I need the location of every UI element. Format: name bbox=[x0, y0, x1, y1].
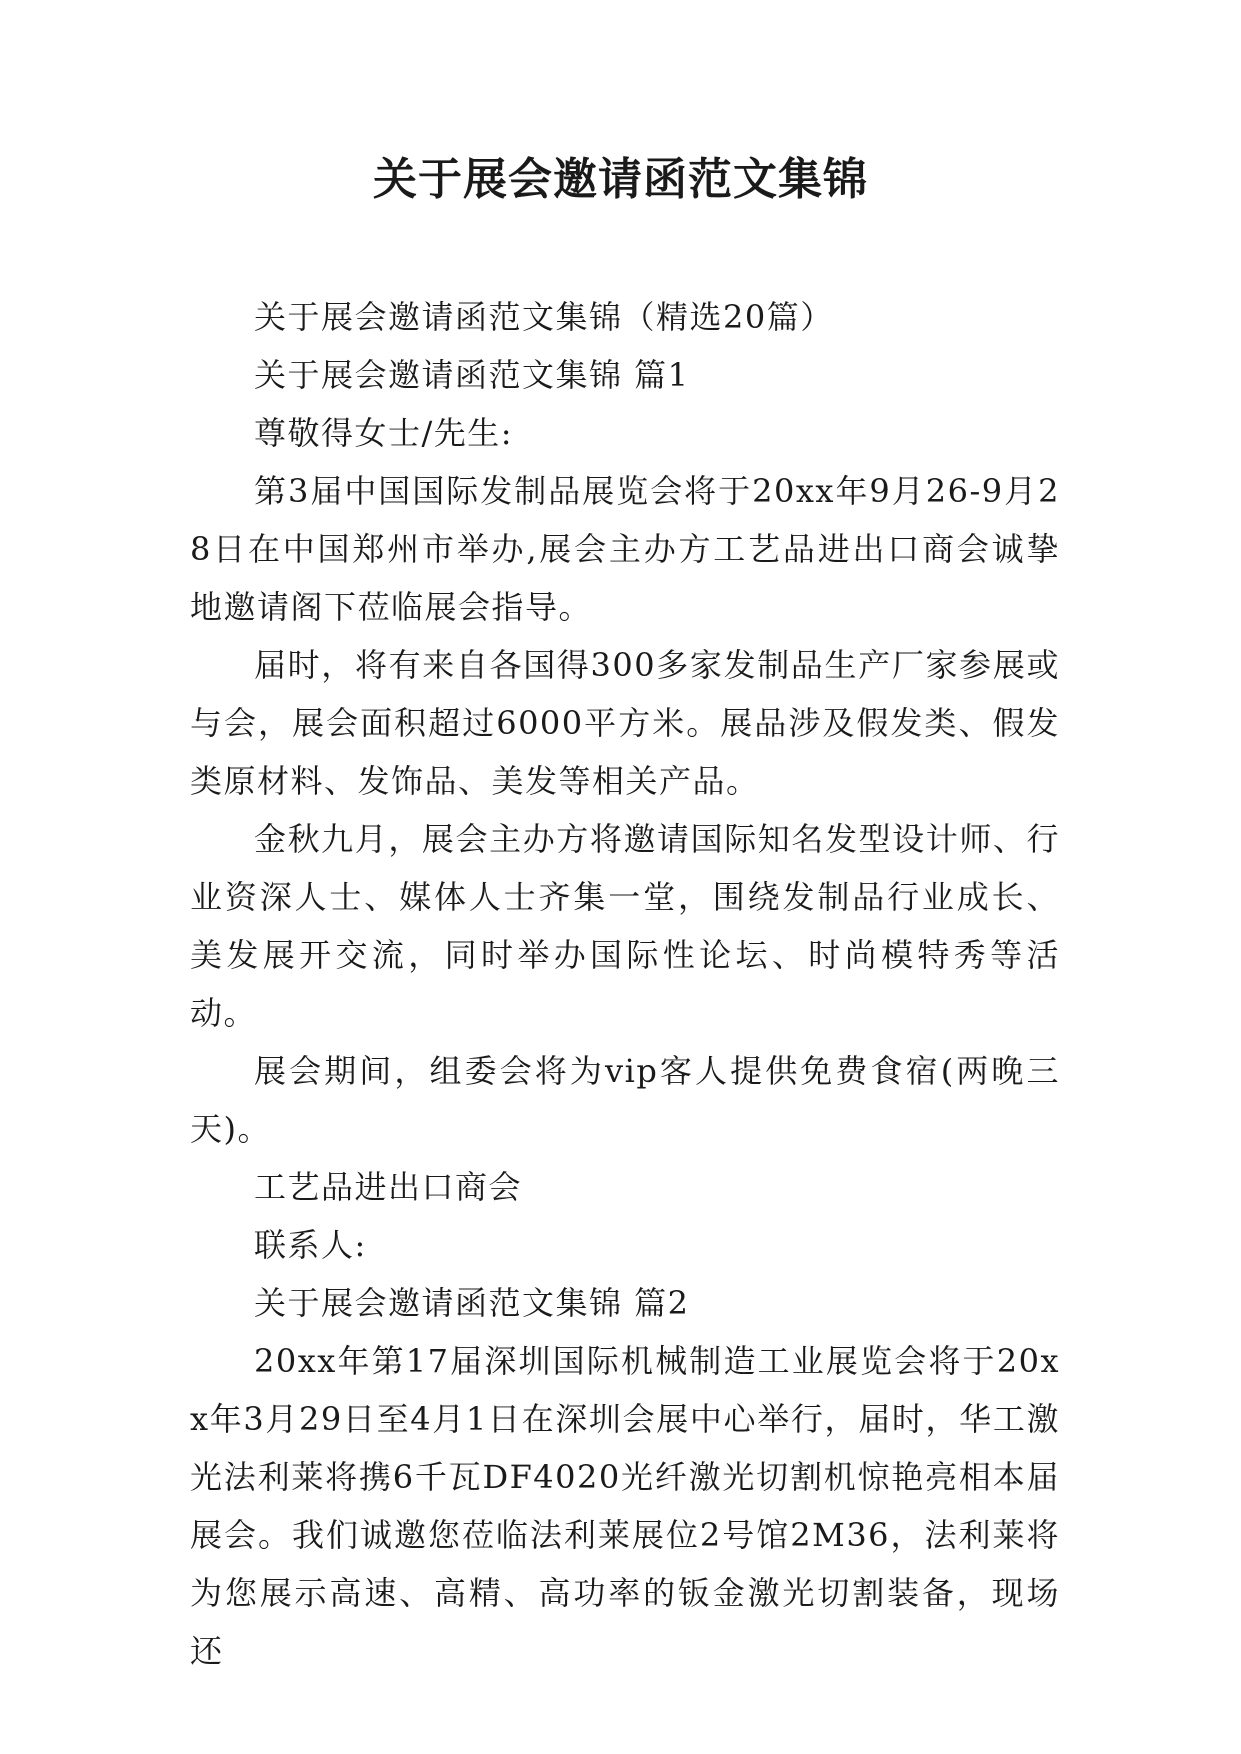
paragraph-section-2-heading: 关于展会邀请函范文集锦 篇2 bbox=[254, 1284, 690, 1322]
paragraph-collection-heading: 关于展会邀请函范文集锦（精选20篇） bbox=[254, 298, 834, 336]
paragraph-exhibitors: 届时，将有来自各国得300多家发制品生产厂家参展或与会，展会面积超过6000平方米。展品涉及假发类、假发类原材料、发饰品、美发等相关产品。 bbox=[190, 646, 1060, 800]
document-title: 关于展会邀请函范文集锦 bbox=[373, 154, 868, 205]
paragraph-activities: 金秋九月，展会主办方将邀请国际知名发型设计师、行业资深人士、媒体人士齐集一堂，围绕发制品行业成长、美发展开交流，同时举办国际性论坛、时尚模特秀等活动。 bbox=[190, 820, 1060, 1032]
paragraph-vip-accommodation: 展会期间，组委会将为vip客人提供免费食宿(两晚三天)。 bbox=[190, 1052, 1060, 1148]
paragraph-organizer: 工艺品进出口商会 bbox=[254, 1168, 523, 1206]
paragraph-machinery-exhibition: 20xx年第17届深圳国际机械制造工业展览会将于20xx年3月29日至4月1日在深圳会展中心举行，届时，华工激光法利莱将携6千瓦DF4020光纤激光切割机惊艳亮相本届展会。我们诚邀您莅临法利莱展位2号馆2M36，法利莱将为您展示高速、高精、高功率的钣金激光切割装备，现场还 bbox=[190, 1342, 1060, 1670]
paragraph-section-1-heading: 关于展会邀请函范文集锦 篇1 bbox=[254, 356, 690, 394]
paragraph-contact: 联系人: bbox=[254, 1226, 367, 1264]
paragraph-exhibition-intro: 第3届中国国际发制品展览会将于20xx年9月26-9月28日在中国郑州市举办,展会主办方工艺品进出口商会诚挚地邀请阁下莅临展会指导。 bbox=[190, 472, 1060, 626]
document-body bbox=[190, 288, 1060, 1680]
paragraph-salutation: 尊敬得女士/先生: bbox=[254, 414, 514, 452]
